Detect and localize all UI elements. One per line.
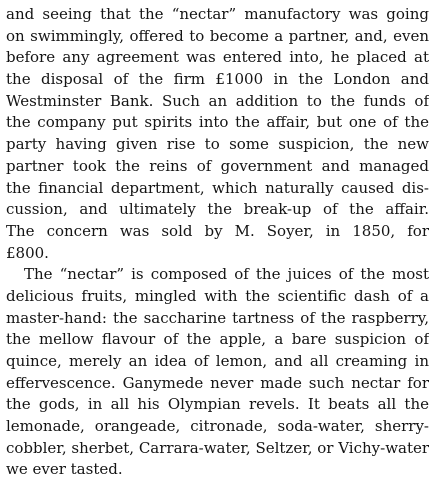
text-line: and seeing that the “nectar” manufactory was going (6, 5, 429, 23)
text-line: quince, merely an idea of lemon, and all creaming in (6, 352, 429, 370)
text-line: The concern was sold by M. Soyer, in 1850, for (6, 221, 429, 240)
text-line: cobbler, sherbet, Carrara-water, Seltzer, or Vichy-water (6, 438, 429, 457)
text-line: the disposal of the firm £1000 in the London and (6, 70, 429, 89)
text-line: £800. (6, 243, 49, 262)
text-line: the mellow flavour of the apple, a bare suspicion of (6, 330, 429, 349)
text-line: the gods, in all his Olympian revels. It beats all the (6, 395, 429, 414)
text-line: the company put spirits into the affair, but one of the (6, 113, 429, 132)
text-line: partner took the reins of government and managed (6, 156, 429, 175)
text-line: we ever tasted. (6, 460, 123, 479)
text-line: The “nectar” is composed of the juices of the most (24, 265, 429, 284)
text-line: delicious fruits, mingled with the scientific dash of a (6, 286, 429, 305)
text-line: before any agreement was entered into, he placed at (6, 48, 429, 67)
text-line: master-hand: the saccharine tartness of the raspberry, (6, 308, 429, 327)
paragraph-1 (6, 4, 429, 264)
text-line: cussion, and ultimately the break-up of the affair. (6, 200, 429, 219)
text-line: Westminster Bank. Such an addition to the funds of (6, 91, 429, 110)
paragraph-2 (6, 264, 429, 481)
text-line: the financial department, which naturally caused dis- (6, 178, 429, 197)
text-line: lemonade, orangeade, citronade, soda-water, sherry- (6, 417, 429, 436)
text-line: on swimmingly, offered to become a partner, and, even (6, 26, 429, 45)
text-line: effervescence. Ganymede never made such nectar for (6, 373, 429, 392)
text-line: party having given rise to some suspicion, the new (6, 135, 429, 154)
